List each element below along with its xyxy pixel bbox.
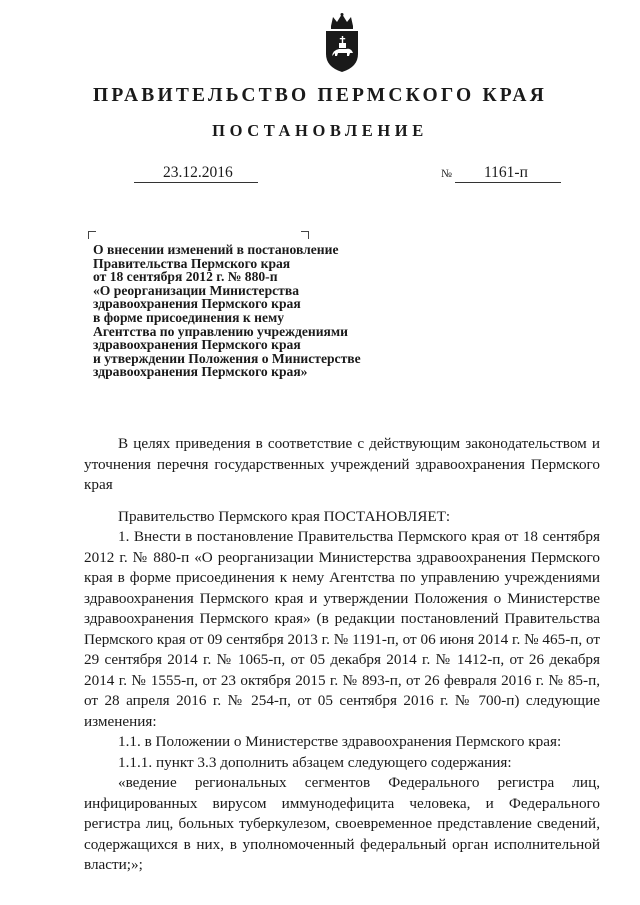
quoted-addition-paragraph: «ведение региональных сегментов Федерального регистра лиц, инфицированных вирусом иммунодефицита человека, и Федерального регистра лиц, больных туберкулезом, своевременное представление сведений, содержащихся в них, в уполномоченный федеральный орган исполнительной власти;»;	[84, 774, 600, 873]
subject-line: от 18 сентября 2012 г. № 880-п	[93, 269, 278, 285]
number-underline	[455, 182, 561, 183]
preamble-paragraph: В целях приведения в соответствие с действующим законодательством и уточнения перечня государственных учреждений здравоохранения Пермского края	[84, 435, 600, 493]
subject-corner-mark-right	[301, 231, 309, 239]
subject-line: и утверждении Положения о Министерстве	[93, 350, 361, 366]
clause-1-1-paragraph: 1.1. в Положении о Министерстве здравоохранения Пермского края:	[118, 733, 562, 750]
document-type: ПОСТАНОВЛЕНИЕ	[212, 121, 428, 140]
subject-line: «О реорганизации Министерства	[93, 282, 299, 298]
document-subject	[93, 243, 361, 379]
subject-corner-mark-left	[88, 231, 96, 239]
government-title: ПРАВИТЕЛЬСТВО ПЕРМСКОГО КРАЯ	[93, 85, 547, 106]
coat-of-arms-icon	[319, 12, 365, 74]
resolution-paragraph: Правительство Пермского края ПОСТАНОВЛЯЕТ:	[118, 507, 451, 525]
subject-line: в форме присоединения к нему	[93, 309, 285, 325]
document-number: 1161-п	[484, 164, 528, 181]
number-sign: №	[441, 168, 452, 180]
subject-line: здравоохранения Пермского края	[93, 296, 301, 312]
subject-line: здравоохранения Пермского края»	[93, 364, 308, 380]
clause-1-paragraph: 1. Внести в постановление Правительства Пермского края от 18 сентября 2012 г. № 880-п «О реорганизации Министерства здравоохранения Пермского края в форме присоединения к нему Агентства по управлению учреждениями здравоохранения Пермского края и утверждении Положения о Министерстве здравоохранения Пермского края» (в редакции постановлений Правительства Пермского края от 09 сентября 2013 г. № 1191-п, от 06 июня 2014 г. № 465-п, от 29 сентября 2014 г. № 1065-п, от 05 декабря 2014 г. № 1412-п, от 26 декабря 2014 г. № 1555-п, от 23 октября 2015 г. № 893-п, от 26 февраля 2016 г. № 85-п, от 28 апреля 2016 г. № 254-п, от 05 сентября 2016 г. № 700-п) следующие изменения:	[84, 528, 601, 730]
subject-line: Правительства Пермского края	[93, 255, 291, 271]
document-date: 23.12.2016	[163, 164, 233, 181]
subject-line: О внесении изменений в постановление	[93, 242, 339, 257]
date-underline	[134, 182, 258, 183]
document-body	[84, 434, 600, 876]
subject-line: Агентства по управлению учреждениями	[93, 323, 348, 339]
clause-1-1-1-paragraph: 1.1.1. пункт 3.3 дополнить абзацем следующего содержания:	[118, 753, 512, 771]
subject-line: здравоохранения Пермского края	[93, 337, 301, 353]
